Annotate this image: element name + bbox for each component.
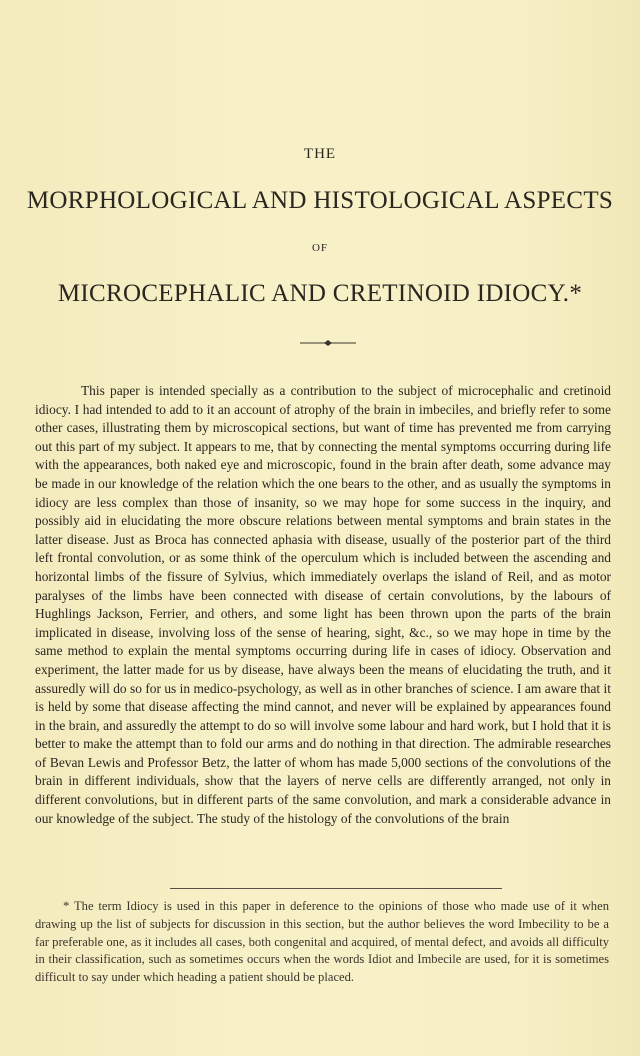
footnote-divider <box>170 888 502 889</box>
body-paragraph: This paper is intended specially as a contribution to the subject of microcephalic and cretinoid idiocy. I had intended to add to it an account of atrophy of the brain in imbeciles, and briefly refer to some other cases, illustrating them by microscopical sections, but want of time has prevented me from carrying out this part of my subject. It appears to me, that by connecting the mental symptoms occurring during life with the appearances, both naked eye and microscopic, found in the brain after death, some advance may be made in our knowledge of the relation which the one bears to the other, and as usually the symptoms in idiocy are less complex than those of insanity, so we may hope for some success in the inquiry, and possibly aid in elucidating the more obscure relations between mental symptoms and brain states in the latter disease. Just as Broca has connected aphasia with disease, usually of the posterior part of the third left frontal convolution, or as some think of the operculum which is included between the ascending and horizontal limbs of the fissure of Sylvius, which immediately overlaps the island of Reil, and as motor paralyses of the limbs have been connected with disease of certain convolutions, by the labours of Hughlings Jackson, Ferrier, and others, and some light has been thrown upon the parts of the brain implicated in disease, involving loss of the sense of hearing, sight, &c., so we may hope in time by the same method to explain the mental symptoms occurring during life in cases of idiocy. Observation and experiment, the latter made for us by disease, have always been the means of elucidating the truth, and it assuredly will do so for us in medico-psychology, as well as in other branches of science. I am aware that it is held by some that disease affecting the mind cannot, and never will be explained by appearances found in the brain, and assuredly the attempt to do so will involve some labour and hard work, but I hold that it is better to make the attempt than to fold our arms and do nothing in that direction. The admirable researches of Bevan Lewis and Professor Betz, the latter of whom has made 5,000 sections of the convolutions of the brain in different individuals, show that the layers of nerve cells are differently arranged, not only in different convolutions, but in different parts of the same convolution, and mark a considerable advance in our knowledge of the subject. The study of the histology of the convolutions of the brain <box>35 383 611 826</box>
title-connector: OF <box>311 242 329 254</box>
ornament-divider-icon <box>298 336 358 350</box>
title-line-2: MICROCEPHALIC AND CRETINOID IDIOCY.* <box>57 280 583 307</box>
title-prefix: THE <box>303 146 337 162</box>
title-line-1: MORPHOLOGICAL AND HISTOLOGICAL ASPECTS <box>26 187 614 214</box>
footnote-text: * The term Idiocy is used in this paper in deference to the opinions of those who made use of it when drawing up the list of subjects for discussion in this section, but the author believes the word Imbecility to be a far preferable one, as it includes all cases, both congenital and acquired, of mental defect, and avoids all difficulty in their classification, such as sometimes occurs when the words Idiot and Imbecile are used, for it is sometimes difficult to say under which heading a patient should be placed. <box>35 899 609 985</box>
